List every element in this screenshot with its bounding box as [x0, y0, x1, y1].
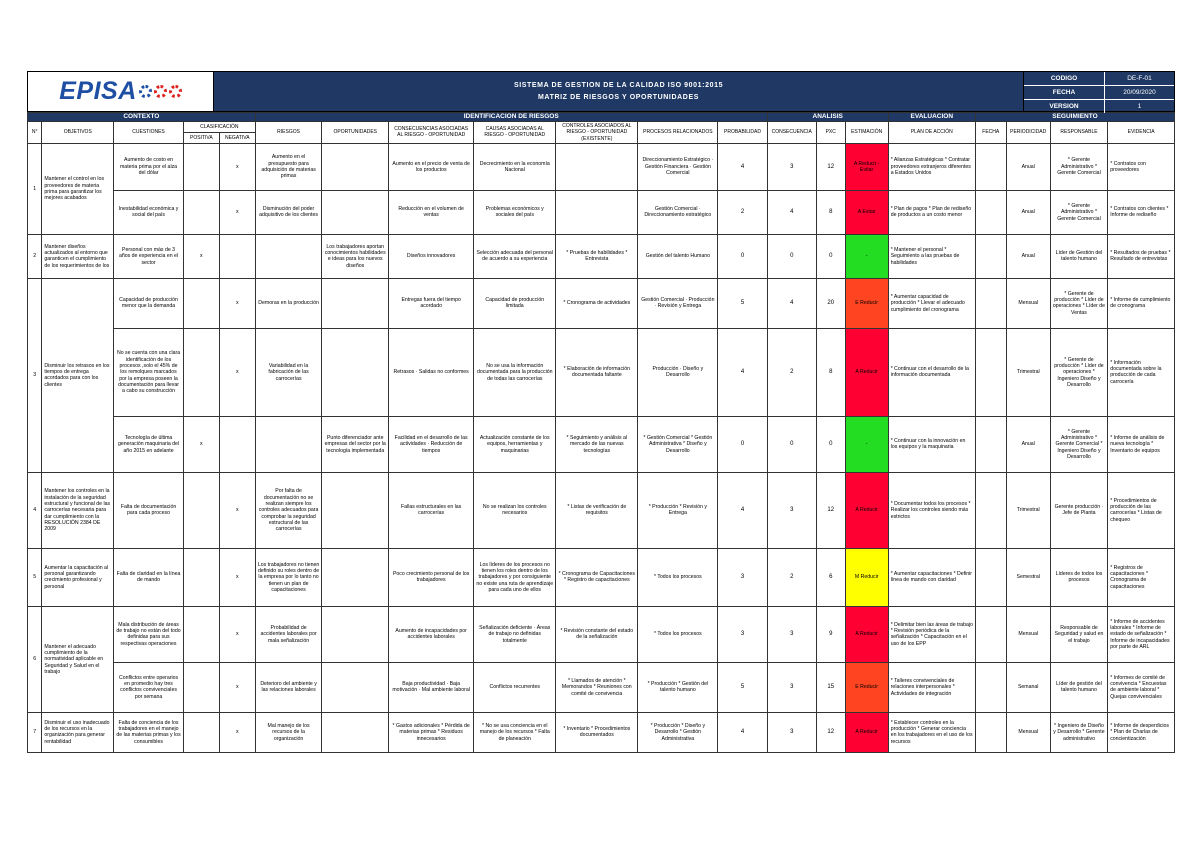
consequence-value: 3: [767, 712, 816, 752]
table-row: [28, 278, 1175, 328]
col-date: FECHA: [975, 122, 1006, 144]
positive-mark: [183, 606, 219, 662]
risk-cell: Probabilidad de accidentes laborales por mala señalización: [255, 606, 322, 662]
opportunity-cell: [322, 328, 389, 416]
action-plan-cell: * Aumentar capacitaciones * Definir línea de mando con claridad: [888, 548, 975, 606]
probability-value: 4: [718, 712, 767, 752]
section-context: CONTEXTO: [28, 113, 256, 122]
date-cell: [975, 548, 1006, 606]
table-row: [28, 234, 1175, 278]
consequence-value: 2: [767, 328, 816, 416]
col-negative: NEGATIVA: [219, 132, 255, 143]
control-cell: * Llamados de atención * Memorandos * Reuniones con comité de convivencia: [556, 662, 638, 712]
row-number: 2: [28, 234, 42, 278]
row-number: 5: [28, 548, 42, 606]
responsible-cell: * Gerente Administrativo * Gerente Comercial: [1050, 190, 1107, 234]
issue-cell: Falta de claridad en la línea de mando: [114, 548, 184, 606]
cause-cell: No se usa la información documentada para la producción de todas las carrocerías: [474, 328, 556, 416]
pxc-value: 6: [816, 548, 845, 606]
consequence-cell: Entregas fuera del tiempo acordado: [389, 278, 474, 328]
periodicity-cell: Mensual: [1006, 712, 1050, 752]
process-cell: * Producción * Revisión y Entrega: [638, 472, 718, 548]
negative-mark: x: [219, 190, 255, 234]
section-identification: IDENTIFICACION DE RIESGOS: [255, 113, 767, 122]
objective-cell: Disminuir el uso inadecuado de los recursos en la organización para generar rentabilidad: [42, 712, 114, 752]
probability-value: 3: [718, 606, 767, 662]
evidence-cell: * Contratos con clientes * Informe de rediseño: [1108, 190, 1175, 234]
responsible-cell: * Gerente Administrativo * Gerente Comercial * Ingeniero Diseño y Desarrollo: [1050, 416, 1107, 472]
col-positive: POSITIVA: [183, 132, 219, 143]
negative-mark: x: [219, 548, 255, 606]
responsible-cell: * Gerente de producción * Líder de operaciones * Ingeniero Diseño y Desarrollo: [1050, 328, 1107, 416]
pxc-value: 9: [816, 606, 845, 662]
evidence-cell: * Informes de comité de convivencia * Encuestas de ambiente laboral * Quejas convivenciales: [1108, 662, 1175, 712]
cause-cell: * No se usa conciencia en el manejo de los recursos * Falta de planeación: [474, 712, 556, 752]
consequence-cell: Fallas estructurales en las carrocerías: [389, 472, 474, 548]
probability-value: 5: [718, 278, 767, 328]
meta-version-row: [1024, 100, 1174, 113]
control-cell: [556, 143, 638, 190]
control-cell: * Cronograma de actividades: [556, 278, 638, 328]
consequence-value: 3: [767, 662, 816, 712]
action-plan-cell: * Aumentar capacidad de producción * Llevar el adecuado cumplimiento del cronograma: [888, 278, 975, 328]
positive-mark: [183, 472, 219, 548]
control-cell: * Inventario * Procedimientos documentados: [556, 712, 638, 752]
process-cell: Gestión Comercial · Direccionamiento estratégico: [638, 190, 718, 234]
row-number: 6: [28, 606, 42, 712]
opportunity-cell: Punto diferenciador ante empresas del sector por la tecnología implementada: [322, 416, 389, 472]
consequence-cell: Diseños innovadores: [389, 234, 474, 278]
row-number: 7: [28, 712, 42, 752]
control-cell: * Seguimiento y análisis al mercado de las nuevas tecnologías: [556, 416, 638, 472]
col-consequences: CONSECUENCIAS ASOCIADAS AL RIESGO - OPORTUNIDAD: [389, 122, 474, 144]
probability-value: 3: [718, 548, 767, 606]
col-processes: PROCESOS RELACIONADOS: [638, 122, 718, 144]
evidence-cell: * Información documentada sobre la producción de cada carrocería: [1108, 328, 1175, 416]
periodicity-cell: Semanal: [1006, 662, 1050, 712]
action-plan-cell: * Establecer controles en la producción * Generar conciencia en los trabajadores en el uso de los recursos: [888, 712, 975, 752]
cause-cell: No se realizan los controles necesarios: [474, 472, 556, 548]
positive-mark: [183, 278, 219, 328]
risk-table-body: [28, 143, 1175, 752]
table-row: [28, 548, 1175, 606]
positive-mark: [183, 662, 219, 712]
probability-value: 2: [718, 190, 767, 234]
row-number: 1: [28, 143, 42, 234]
probability-value: 4: [718, 328, 767, 416]
positive-mark: x: [183, 416, 219, 472]
column-header-row: [28, 122, 1175, 133]
table-row: [28, 712, 1175, 752]
issue-cell: Inestabilidad económica y social del país: [114, 190, 184, 234]
negative-mark: x: [219, 662, 255, 712]
col-pxc: PXC: [816, 122, 845, 144]
meta-date-row: [1024, 86, 1174, 100]
responsible-cell: Gerente producción · Jefe de Planta: [1050, 472, 1107, 548]
evidence-cell: * Informe de cumplimiento de cronograma: [1108, 278, 1175, 328]
probability-value: 0: [718, 234, 767, 278]
col-estimation: ESTIMACIÓN: [845, 122, 888, 144]
opportunity-cell: [322, 662, 389, 712]
risk-cell: Aumento en el presupuesto para adquisición de materias primas: [255, 143, 322, 190]
action-plan-cell: * Continuar con el desarrollo de la información documentada: [888, 328, 975, 416]
col-opportunities: OPORTUNIDADES: [322, 122, 389, 144]
pxc-value: 12: [816, 712, 845, 752]
cause-cell: Actualización constante de los equipos, herramientas y maquinarias: [474, 416, 556, 472]
evidence-cell: * Informe de análisis de nueva tecnología * Inventario de equipos: [1108, 416, 1175, 472]
meta-date-value: 20/09/2020: [1104, 86, 1174, 99]
estimation-badge: A Evitar: [845, 190, 888, 234]
issue-cell: Capacidad de producción menor que la demanda: [114, 278, 184, 328]
col-issues: CUESTIONES: [114, 122, 184, 144]
date-cell: [975, 606, 1006, 662]
cause-cell: Los líderes de los procesos no tienen los roles dentro de los trabajadores y por consiguiente no existe una ruta de aprendizaje para cada uno de ellos: [474, 548, 556, 606]
issue-cell: No se cuenta con una clara identificación de los procesos ,solo el 45% de los remolques marcados por la empresa poseen la documentación para llevar a cabo su construcción: [114, 328, 184, 416]
company-logo: [28, 72, 214, 111]
document-meta: [1023, 72, 1174, 111]
gear-icon: [139, 85, 152, 98]
control-cell: * Pruebas de habilidades * Entrevista: [556, 234, 638, 278]
opportunity-cell: [322, 606, 389, 662]
probability-value: 5: [718, 662, 767, 712]
control-cell: * Elaboración de información documentada faltante: [556, 328, 638, 416]
estimation-badge: A Reducir: [845, 712, 888, 752]
periodicity-cell: Anual: [1006, 143, 1050, 190]
pxc-value: 0: [816, 234, 845, 278]
table-row: [28, 606, 1175, 662]
risk-cell: Variabilidad en la fabricación de las carrocerías: [255, 328, 322, 416]
evidence-cell: * Resultados de pruebas * Resultado de entrevistas: [1108, 234, 1175, 278]
cause-cell: Señalización deficiente · Áreas de trabajo no definidas totalmente: [474, 606, 556, 662]
action-plan-cell: * Continuar con la innovación en los equipos y la maquinaria: [888, 416, 975, 472]
meta-date-label: FECHA: [1052, 89, 1076, 96]
cause-cell: Conflictos recurrentes: [474, 662, 556, 712]
meta-version-value: 1: [1104, 100, 1174, 113]
estimation-badge: A Reducir: [845, 606, 888, 662]
table-row: [28, 143, 1175, 190]
consequence-cell: Reducción en el volumen de ventas: [389, 190, 474, 234]
process-cell: * Todos los procesos: [638, 548, 718, 606]
process-cell: Gestión Comercial · Producción · Revisión y Entrega: [638, 278, 718, 328]
risk-cell: Demoras en la producción: [255, 278, 322, 328]
date-cell: [975, 143, 1006, 190]
issue-cell: Aumento de costo en materia prima por el alza del dólar: [114, 143, 184, 190]
responsible-cell: * Ingeniero de Diseño y Desarrollo * Gerente administrativo: [1050, 712, 1107, 752]
periodicity-cell: Anual: [1006, 190, 1050, 234]
process-cell: * Producción * Gestión del talento humano: [638, 662, 718, 712]
meta-version-label: VERSION: [1049, 103, 1079, 110]
positive-mark: [183, 190, 219, 234]
consequence-value: 3: [767, 606, 816, 662]
periodicity-cell: Mensual: [1006, 606, 1050, 662]
meta-code-label: CODIGO: [1050, 75, 1078, 82]
process-cell: Direccionamiento Estratégico · Gestión Financiera · Gestión Comercial: [638, 143, 718, 190]
probability-value: 4: [718, 472, 767, 548]
estimation-badge: A Reducir - Evitar: [845, 143, 888, 190]
probability-value: 0: [718, 416, 767, 472]
section-analysis: ANALISIS: [767, 113, 888, 122]
negative-mark: x: [219, 606, 255, 662]
col-classification: CLASIFICACIÓN: [183, 122, 255, 133]
risk-matrix-sheet: [27, 71, 1175, 753]
date-cell: [975, 416, 1006, 472]
col-controls: CONTROLES ASOCIADOS AL RIESGO - OPORTUNIDAD (EXISTENTE): [556, 122, 638, 144]
positive-mark: [183, 143, 219, 190]
col-action-plan: PLAN DE ACCIÓN: [888, 122, 975, 144]
table-row: [28, 662, 1175, 712]
consequence-cell: Aumento en el precio de venta de los productos: [389, 143, 474, 190]
risk-cell: Por falta de documentación no se realizan siempre los controles adecuados para comprobar la seguridad estructural de las carrocerías: [255, 472, 322, 548]
risk-cell: [255, 416, 322, 472]
objective-cell: Mantener el adecuado cumplimiento de la normatividad aplicable en Seguridad y Salud en el trabajo: [42, 606, 114, 712]
pxc-value: 15: [816, 662, 845, 712]
date-cell: [975, 190, 1006, 234]
objective-cell: Mantener diseños actualizados al entorno que garanticen el cumplimiento de los requerimientos de los: [42, 234, 114, 278]
consequence-value: 3: [767, 472, 816, 548]
responsible-cell: Líder de gestión del talento humano: [1050, 662, 1107, 712]
date-cell: [975, 472, 1006, 548]
table-row: [28, 472, 1175, 548]
cause-cell: Decrecimiento en la economía Nacional: [474, 143, 556, 190]
risk-table: [27, 112, 1175, 753]
consequence-value: 0: [767, 234, 816, 278]
section-followup: SEGUIMIENTO: [975, 113, 1174, 122]
objective-cell: Disminuir los retrasos en los tiempos de entrega acordados para con los clientes: [42, 278, 114, 472]
negative-mark: [219, 234, 255, 278]
consequence-value: 3: [767, 143, 816, 190]
action-plan-cell: * Plan de pagos * Plan de rediseño de productos a un costo menor: [888, 190, 975, 234]
probability-value: 4: [718, 143, 767, 190]
process-cell: * Producción * Diseño y Desarrollo * Gestión Administrativa: [638, 712, 718, 752]
positive-mark: [183, 712, 219, 752]
pxc-value: 8: [816, 328, 845, 416]
col-responsible: RESPONSABLE: [1050, 122, 1107, 144]
col-periodicity: PERIODICIDAD: [1006, 122, 1050, 144]
estimation-badge: A Reducir: [845, 472, 888, 548]
positive-mark: [183, 328, 219, 416]
estimation-badge: E Reducir: [845, 662, 888, 712]
opportunity-cell: [322, 278, 389, 328]
evidence-cell: * Procedimientos de producción de las carrocerías * Listas de chequeo: [1108, 472, 1175, 548]
risk-cell: Disminución del poder adquisitivo de los clientes: [255, 190, 322, 234]
negative-mark: x: [219, 712, 255, 752]
objective-cell: Aumentar la capacitación al personal garantizando crecimiento profesional y personal: [42, 548, 114, 606]
evidence-cell: * Contratos con proveedores: [1108, 143, 1175, 190]
table-row: [28, 416, 1175, 472]
document-title-block: [214, 72, 1023, 111]
process-cell: * Gestión Comercial * Gestión Administrativa * Diseño y Desarrollo: [638, 416, 718, 472]
control-cell: * Revisión constante del estado de la señalización: [556, 606, 638, 662]
periodicity-cell: Anual: [1006, 416, 1050, 472]
system-title: SISTEMA DE GESTION DE LA CALIDAD ISO 9001:2015: [513, 81, 724, 89]
row-number: 3: [28, 278, 42, 472]
responsible-cell: * Gerente Administrativo * Gerente Comercial: [1050, 143, 1107, 190]
control-cell: * Cronograma de Capacitaciones * Registro de capacitaciones: [556, 548, 638, 606]
section-header-row: [28, 113, 1175, 122]
risk-cell: Deterioro del ambiente y las relaciones laborales: [255, 662, 322, 712]
action-plan-cell: * Mantener el personal * Seguimiento a las pruebas de habilidades: [888, 234, 975, 278]
opportunity-cell: [322, 712, 389, 752]
consequence-cell: Facilidad en el desarrollo de las actividades · Reducción de tiempos: [389, 416, 474, 472]
meta-code-row: [1024, 72, 1174, 86]
negative-mark: x: [219, 278, 255, 328]
meta-code-value: DE-F-01: [1104, 72, 1174, 85]
objective-cell: Mantener el control en los proveedores de materia prima para garantizar los mejores acabados: [42, 143, 114, 234]
responsible-cell: Líderes de todos los procesos: [1050, 548, 1107, 606]
action-plan-cell: * Documentar todos los procesos * Realizar los controles siendo más estrictos: [888, 472, 975, 548]
col-objectives: OBJETIVOS: [42, 122, 114, 144]
consequence-value: 2: [767, 548, 816, 606]
date-cell: [975, 328, 1006, 416]
date-cell: [975, 278, 1006, 328]
section-evaluation: EVALUACION: [888, 113, 975, 122]
consequence-value: 0: [767, 416, 816, 472]
responsible-cell: Responsable de Seguridad y salud en el trabajo: [1050, 606, 1107, 662]
document-header: [27, 71, 1175, 112]
col-evidence: EVIDENCIA: [1108, 122, 1175, 144]
process-cell: Producción · Diseño y Desarrollo: [638, 328, 718, 416]
negative-mark: x: [219, 328, 255, 416]
action-plan-cell: * Delimitar bien las áreas de trabajo * Revisión periódica de la señalización * Capacitación en el uso de los EPP: [888, 606, 975, 662]
evidence-cell: * Informe de desperdicios * Plan de Charlas de concientización: [1108, 712, 1175, 752]
opportunity-cell: [322, 548, 389, 606]
row-number: 4: [28, 472, 42, 548]
issue-cell: Personal con más de 3 años de experiencia en el sector: [114, 234, 184, 278]
logo-text: EPISA: [59, 77, 137, 105]
action-plan-cell: * Alianzas Estratégicas * Contratar proveedores extranjeros diferentes a Estados Unidos: [888, 143, 975, 190]
estimation-badge: -: [845, 416, 888, 472]
negative-mark: [219, 416, 255, 472]
consequence-cell: * Gastos adicionales * Pérdida de materias primas * Residuos innecesarios: [389, 712, 474, 752]
periodicity-cell: Anual: [1006, 234, 1050, 278]
pxc-value: 8: [816, 190, 845, 234]
process-cell: * Todos los procesos: [638, 606, 718, 662]
risk-cell: [255, 234, 322, 278]
evidence-cell: * Informe de accidentes laborales * Informe de estado de señalización * Informe de incapacidades por parte de ARL: [1108, 606, 1175, 662]
pxc-value: 20: [816, 278, 845, 328]
date-cell: [975, 662, 1006, 712]
issue-cell: Mala distribución de áreas de trabajo no están del todo definidas para sus respectivas operaciones: [114, 606, 184, 662]
periodicity-cell: Semestral: [1006, 548, 1050, 606]
estimation-badge: M Reducir: [845, 548, 888, 606]
issue-cell: Conflictos entre operarios en promedio hay tres conflictos convivenciales por semana: [114, 662, 184, 712]
process-cell: Gestión del talento Humano: [638, 234, 718, 278]
pxc-value: 0: [816, 416, 845, 472]
date-cell: [975, 234, 1006, 278]
periodicity-cell: Trimestral: [1006, 472, 1050, 548]
document-title: MATRIZ DE RIESGOS Y OPORTUNIDADES: [538, 93, 699, 101]
opportunity-cell: Los trabajadores aportan conocimientos habilidades e ideas para los nuevos diseños: [322, 234, 389, 278]
positive-mark: x: [183, 234, 219, 278]
cause-cell: Selección adecuada del personal de acuerdo a su experiencia: [474, 234, 556, 278]
negative-mark: x: [219, 143, 255, 190]
control-cell: [556, 190, 638, 234]
col-risks: RIESGOS: [255, 122, 322, 144]
consequence-cell: Poco crecimiento personal de los trabajadores: [389, 548, 474, 606]
table-row: [28, 190, 1175, 234]
gear-icon: [169, 85, 182, 98]
estimation-badge: A Reducir: [845, 328, 888, 416]
negative-mark: x: [219, 472, 255, 548]
pxc-value: 12: [816, 143, 845, 190]
pxc-value: 12: [816, 472, 845, 548]
col-n: N°: [28, 122, 42, 144]
col-causes: CAUSAS ASOCIADAS AL RIESGO - OPORTUNIDAD: [474, 122, 556, 144]
cause-cell: Problemas económicos y sociales del país: [474, 190, 556, 234]
consequence-cell: Aumento de incapacidades por accidentes laborales: [389, 606, 474, 662]
date-cell: [975, 712, 1006, 752]
positive-mark: [183, 548, 219, 606]
opportunity-cell: [322, 472, 389, 548]
issue-cell: Falta de documentación para cada proceso: [114, 472, 184, 548]
consequence-value: 4: [767, 278, 816, 328]
action-plan-cell: * Talleres convivenciales de relaciones interpersonales * Actividades de integración: [888, 662, 975, 712]
consequence-cell: Baja productividad · Baja motivación · Mal ambiente laboral: [389, 662, 474, 712]
periodicity-cell: Trimestral: [1006, 328, 1050, 416]
table-row: [28, 328, 1175, 416]
opportunity-cell: [322, 143, 389, 190]
col-probability: PROBABILIDAD: [718, 122, 767, 144]
responsible-cell: * Gerente de producción * Líder de operaciones * Líder de Ventas: [1050, 278, 1107, 328]
gear-icon: [154, 85, 167, 98]
evidence-cell: * Registros de capacitaciones * Cronograma de capacitaciones: [1108, 548, 1175, 606]
opportunity-cell: [322, 190, 389, 234]
consequence-value: 4: [767, 190, 816, 234]
estimation-badge: -: [845, 234, 888, 278]
responsible-cell: Líder de Gestión del talento humano: [1050, 234, 1107, 278]
risk-cell: Mal manejo de los recursos de la organización: [255, 712, 322, 752]
consequence-cell: Retrasos · Salidas no conformes: [389, 328, 474, 416]
periodicity-cell: Mensual: [1006, 278, 1050, 328]
objective-cell: Mantener los controles en la instalación de la seguridad estructural y funcional de las carrocerías necesaria para dar cumplimiento con la RESOLUCIÓN 2384 DE 2009: [42, 472, 114, 548]
cause-cell: Capacidad de producción limitada: [474, 278, 556, 328]
col-consequence: CONSECUENCIA: [767, 122, 816, 144]
control-cell: * Listas de verificación de requisitos: [556, 472, 638, 548]
issue-cell: Tecnología de última generación maquinaria del año 2015 en adelante: [114, 416, 184, 472]
risk-cell: Los trabajadores no tienen definido su roles dentro de la empresa por lo tanto no tienen un plan de capacitaciones: [255, 548, 322, 606]
issue-cell: Falta de conciencia de los trabajadores en el manejo de las materias primas y los consumibles: [114, 712, 184, 752]
estimation-badge: E Reducir: [845, 278, 888, 328]
